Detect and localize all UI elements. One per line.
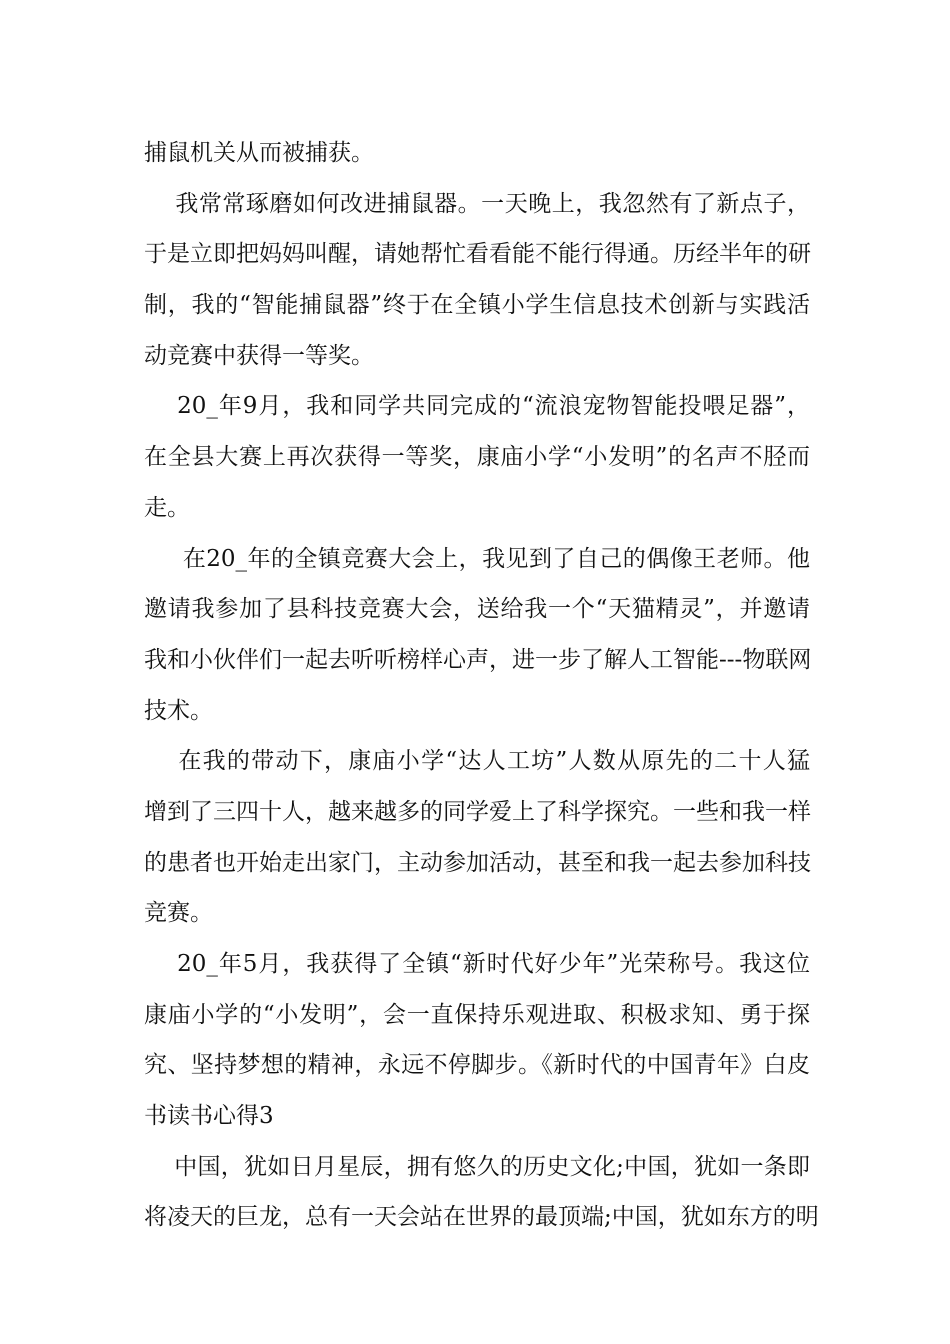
text-line: 20_年5月，我获得了全镇“新时代好少年”光荣称号。我这位 <box>144 951 810 977</box>
text-line: 书读书心得3 <box>144 1103 274 1130</box>
text-line: 在全县大赛上再次获得一等奖，康庙小学“小发明”的名声不胫而 <box>144 444 810 471</box>
document-body <box>144 128 819 1243</box>
text-line: 在20_年的全镇竞赛大会上，我见到了自己的偶像王老师。他 <box>144 545 810 572</box>
text-line: 动竞赛中获得一等奖。 <box>144 342 374 369</box>
text-line: 捕鼠机关从而被捕获。 <box>144 140 374 166</box>
text-line: 的患者也开始走出家门，主动参加活动，甚至和我一起去参加科技 <box>144 849 811 876</box>
text-line: 我和小伙伴们一起去听听榜样心声，进一步了解人工智能---物联网 <box>144 646 812 673</box>
text-line: 中国，犹如日月星辰，拥有悠久的历史文化;中国，犹如一条即 <box>144 1153 810 1180</box>
text-line: 竞赛。 <box>144 900 213 927</box>
text-line: 制，我的“智能捕鼠器”终于在全镇小学生信息技术创新与实践活 <box>144 292 810 319</box>
text-line: 走。 <box>144 494 190 521</box>
text-line: 将凌天的巨龙，总有一天会站在世界的最顶端;中国，犹如东方的明 <box>144 1204 819 1231</box>
text-line: 究、坚持梦想的精神，永远不停脚步。《新时代的中国青年》白皮 <box>144 1052 810 1079</box>
text-line: 康庙小学的“小发明”，会一直保持乐观进取、积极求知、勇于探 <box>144 1001 810 1028</box>
text-line: 在我的带动下，康庙小学“达人工坊”人数从原先的二十人猛 <box>144 748 810 775</box>
text-line: 邀请我参加了县科技竞赛大会，送给我一个“天猫精灵”，并邀请 <box>144 596 810 623</box>
text-line: 于是立即把妈妈叫醒，请她帮忙看看能不能行得通。历经半年的研 <box>144 241 811 268</box>
text-line: 增到了三四十人，越来越多的同学爱上了科学探究。一些和我一样 <box>144 798 811 825</box>
text-line: 我常常琢磨如何改进捕鼠器。一天晚上，我忽然有了新点子， <box>144 190 810 217</box>
text-line: 20_年9月，我和同学共同完成的“流浪宠物智能投喂足器”， <box>144 393 810 420</box>
text-line: 技术。 <box>144 697 213 724</box>
